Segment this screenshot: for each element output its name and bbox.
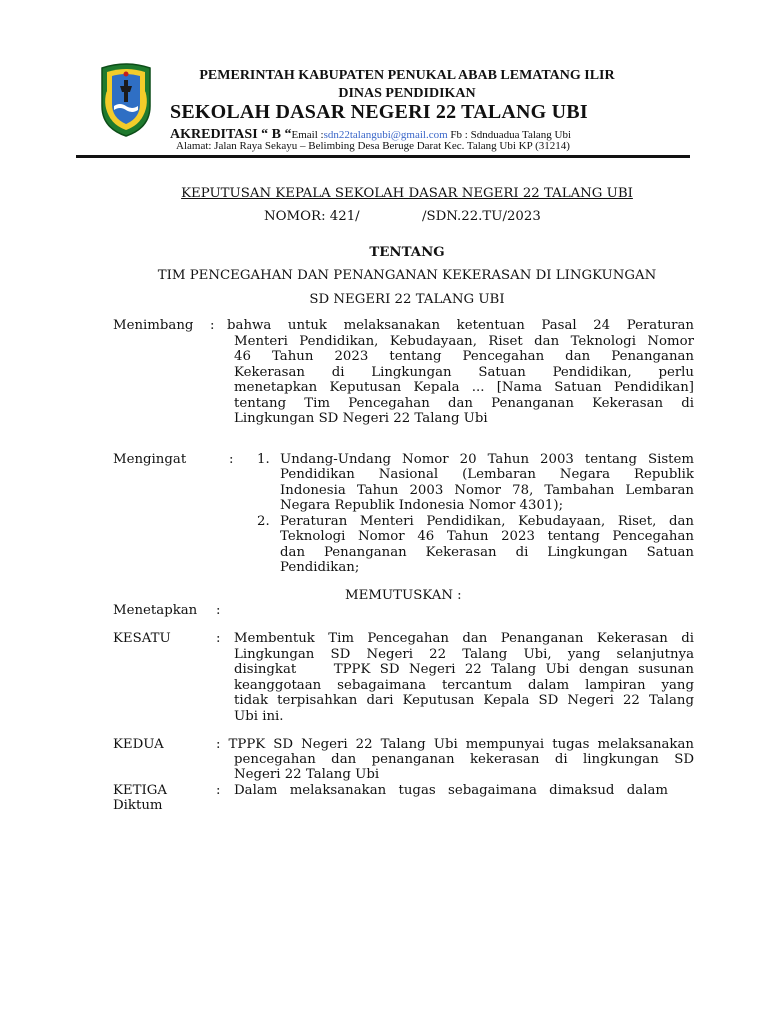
- regency-emblem-logo: [98, 62, 154, 138]
- mengingat-item-line: Undang-Undang Nomor 20 Tahun 2003 tentang Sistem: [280, 452, 694, 467]
- menimbang-line: menetapkan Keputusan Kepala ... [Nama Satuan Pendidikan]: [234, 380, 694, 395]
- subject-line-2: SD NEGERI 22 TALANG UBI: [309, 292, 505, 307]
- mengingat-colon: :: [229, 452, 234, 467]
- school-name: SEKOLAH DASAR NEGERI 22 TALANG UBI: [170, 101, 588, 123]
- kesatu-line: disingkat TPPK SD Negeri 22 Talang Ubi dengan susunan: [234, 662, 694, 677]
- kedua-line: pencegahan dan penanganan kekerasan di lingkungan SD: [234, 752, 694, 767]
- government-heading: PEMERINTAH KABUPATEN PENUKAL ABAB LEMATANG ILIR: [199, 68, 615, 83]
- letterhead-divider: [76, 155, 690, 158]
- mengingat-item-line: Peraturan Menteri Pendidikan, Kebudayaan, Riset, dan: [280, 514, 694, 529]
- kedua-line: : TPPK SD Negeri 22 Talang Ubi mempunyai tugas melaksanakan: [216, 737, 694, 752]
- kesatu-label: KESATU: [113, 631, 171, 646]
- menetapkan-colon: :: [216, 603, 221, 618]
- kesatu-line: Lingkungan SD Negeri 22 Talang Ubi, yang selanjutnya: [234, 647, 694, 662]
- kesatu-line: keanggotaan sebagaimana tercantum dalam lampiran yang: [234, 678, 694, 693]
- tentang-heading: TENTANG: [369, 245, 445, 260]
- menimbang-line: Lingkungan SD Negeri 22 Talang Ubi: [234, 411, 488, 426]
- menimbang-line: tentang Tim Pencegahan dan Penanganan Kekerasan di: [234, 396, 694, 411]
- memutuskan-heading: MEMUTUSKAN :: [345, 588, 462, 603]
- mengingat-item-line: Pendidikan Nasional (Lembaran Negara Republik: [280, 467, 694, 482]
- ketiga-label: KETIGA: [113, 783, 167, 798]
- accreditation-label: AKREDITASI “ B “: [170, 127, 292, 142]
- mengingat-item-line: Pendidikan;: [280, 560, 360, 575]
- kesatu-line: Ubi ini.: [234, 709, 284, 724]
- mengingat-item-line: dan Penanganan Kekerasan di Lingkungan Satuan: [280, 545, 694, 560]
- mengingat-item-line: Indonesia Tahun 2003 Nomor 78, Tambahan Lembaran: [280, 483, 694, 498]
- subject-line-1: TIM PENCEGAHAN DAN PENANGANAN KEKERASAN DI LINGKUNGAN: [157, 268, 657, 283]
- school-address: Alamat: Jalan Raya Sekayu – Belimbing Desa Beruge Darat Kec. Talang Ubi KP (31214): [176, 140, 570, 152]
- menetapkan-label: Menetapkan: [113, 603, 198, 618]
- ketiga-label-diktum: Diktum: [113, 798, 163, 813]
- kedua-line: Negeri 22 Talang Ubi: [234, 767, 380, 782]
- kedua-label: KEDUA: [113, 737, 164, 752]
- kesatu-line: tidak terpisahkan dari Keputusan Kepala SD Negeri 22 Talang: [234, 693, 694, 708]
- decree-title: KEPUTUSAN KEPALA SEKOLAH DASAR NEGERI 22 TALANG UBI: [181, 186, 633, 201]
- mengingat-item-line: Negara Republik Indonesia Nomor 4301);: [280, 498, 564, 513]
- email-label: Email :: [291, 129, 324, 141]
- ketiga-colon: :: [216, 783, 221, 798]
- mengingat-item-number: 2.: [257, 514, 270, 529]
- decree-number-label: NOMOR: 421/: [264, 209, 360, 224]
- kesatu-line: : Membentuk Tim Pencegahan dan Penanganan Kekerasan di: [216, 631, 694, 646]
- menimbang-colon: :: [210, 318, 215, 333]
- menimbang-line: Kekerasan di Lingkungan Satuan Pendidikan, perlu: [234, 365, 694, 380]
- menimbang-label: Menimbang: [113, 318, 194, 333]
- mengingat-label: Mengingat: [113, 452, 187, 467]
- mengingat-item-line: Teknologi Nomor 46 Tahun 2023 tentang Pencegahan: [280, 529, 694, 544]
- decree-number-suffix: /SDN.22.TU/2023: [422, 209, 541, 224]
- department-heading: DINAS PENDIDIKAN: [338, 86, 476, 101]
- menimbang-line: Menteri Pendidikan, Kebudayaan, Riset dan Teknologi Nomor: [234, 334, 694, 349]
- menimbang-line: bahwa untuk melaksanakan ketentuan Pasal 24 Peraturan: [227, 318, 694, 333]
- facebook-label: Fb : Sdnduadua Talang Ubi: [447, 129, 572, 141]
- ketiga-text: Dalam melaksanakan tugas sebagaimana dimaksud dalam: [234, 783, 668, 798]
- menimbang-line: 46 Tahun 2023 tentang Pencegahan dan Penanganan: [234, 349, 694, 364]
- mengingat-item-number: 1.: [257, 452, 270, 467]
- email-link[interactable]: sdn22talangubi@gmail.com: [323, 129, 448, 141]
